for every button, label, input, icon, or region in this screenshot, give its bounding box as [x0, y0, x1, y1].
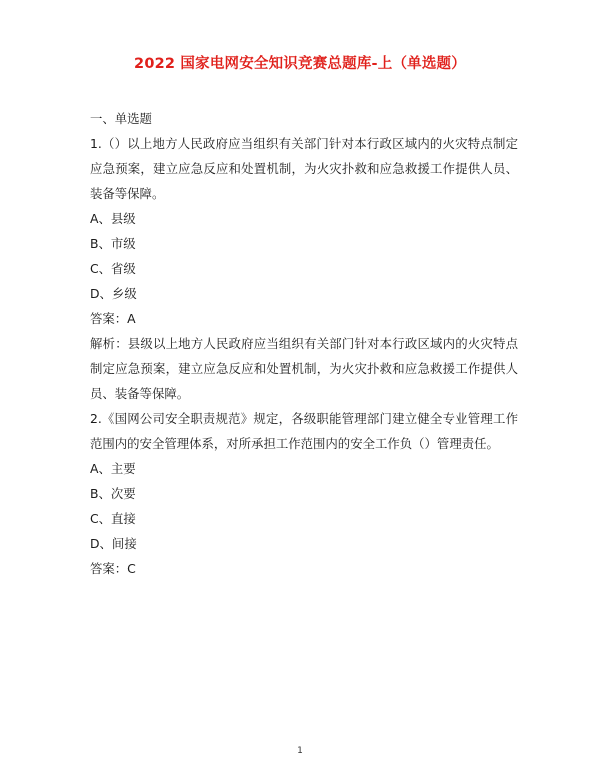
question-1-option-a: A、县级	[90, 211, 136, 226]
question-2-stem: 2.《国网公司安全职责规范》规定，各级职能管理部门建立健全专业管理工作范围内的安全管理体系，对所承担工作范围内的安全工作负（）管理责任。	[90, 411, 518, 451]
question-2-answer: 答案：C	[90, 561, 136, 576]
question-2-option-c: C、直接	[90, 511, 136, 526]
question-2-option-d: D、间接	[90, 536, 137, 551]
question-1-option-b: B、市级	[90, 236, 136, 251]
question-2-option-b: B、次要	[90, 486, 136, 501]
question-1-stem: 1.（）以上地方人民政府应当组织有关部门针对本行政区域内的火灾特点制定应急预案，建立应急反应和处置机制，为火灾扑救和应急救援工作提供人员、装备等保障。	[90, 136, 518, 201]
question-1-option-d: D、乡级	[90, 286, 137, 301]
question-1-analysis: 解析：县级以上地方人民政府应当组织有关部门针对本行政区域内的火灾特点制定应急预案，建立应急反应和处置机制，为火灾扑救和应急救援工作提供人员、装备等保障。	[90, 336, 518, 401]
question-1-option-c: C、省级	[90, 261, 136, 276]
page-number: 1	[297, 746, 303, 756]
section-heading: 一、单选题	[90, 111, 152, 126]
question-1-answer: 答案：A	[90, 311, 136, 326]
document-title: 2022 国家电网安全知识竞赛总题库-上（单选题）	[134, 56, 466, 72]
question-2-option-a: A、主要	[90, 461, 136, 476]
document-body	[90, 106, 518, 581]
